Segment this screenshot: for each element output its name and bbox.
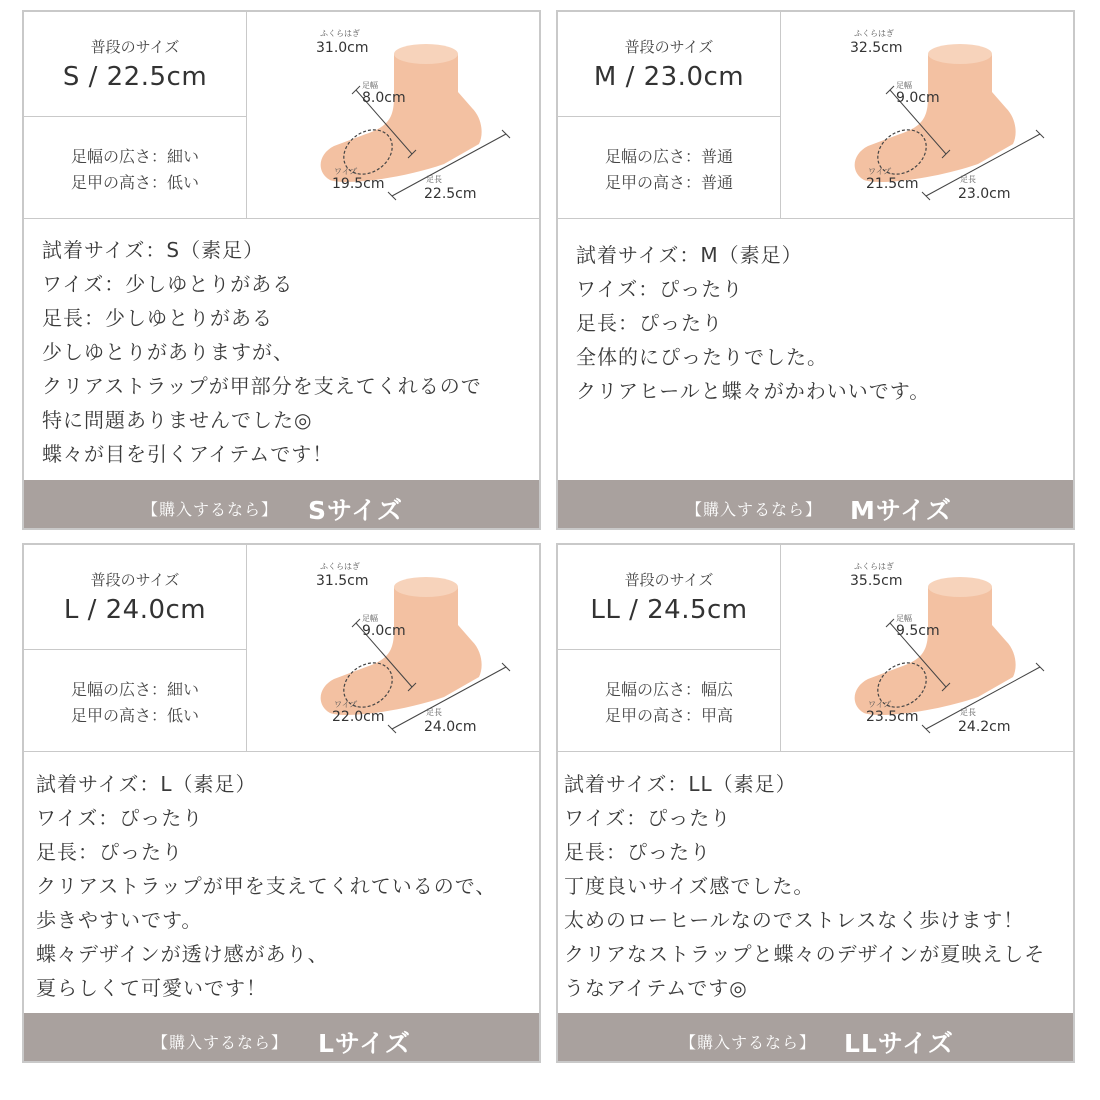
width-measure: 22.0cm bbox=[332, 709, 385, 725]
usual-size-label: 普段のサイズ bbox=[624, 571, 714, 589]
recommend-size: Lサイズ bbox=[318, 1029, 411, 1058]
instep-height-trait: 足甲の高さ：低い bbox=[70, 173, 199, 192]
foot-width-trait: 足幅の広さ：細い bbox=[70, 147, 199, 166]
usual-size-label: 普段のサイズ bbox=[90, 38, 180, 56]
calf-measure: 32.5cm bbox=[850, 40, 903, 56]
review-line: ワイズ：ぴったり bbox=[564, 806, 732, 830]
review-line: ワイズ：少しゆとりがある bbox=[42, 272, 294, 296]
usual-size-value: M / 23.0cm bbox=[593, 62, 745, 92]
foot-traits-box bbox=[558, 650, 781, 751]
recommend-bar bbox=[558, 480, 1073, 528]
size-card-l bbox=[22, 543, 541, 1063]
recommend-prefix: 【購入するなら】 bbox=[152, 1033, 289, 1052]
review-line: 足長：少しゆとりがある bbox=[42, 306, 273, 330]
review-line: クリアストラップが甲部分を支えてくれるので bbox=[42, 374, 482, 398]
usual-size-label: 普段のサイズ bbox=[90, 571, 180, 589]
usual-size-box bbox=[24, 12, 247, 117]
review-body bbox=[558, 752, 1073, 1016]
foot-traits-box bbox=[24, 650, 247, 751]
foot-diagram-icon bbox=[828, 26, 1068, 212]
foot-width-trait: 足幅の広さ：細い bbox=[70, 680, 199, 699]
ball-label: 足幅 bbox=[896, 614, 912, 623]
usual-size-box bbox=[558, 545, 781, 650]
review-line: 足長：ぴったり bbox=[564, 840, 711, 864]
review-line: 試着サイズ：LL（素足） bbox=[564, 772, 797, 796]
foot-width-trait: 足幅の広さ：普通 bbox=[604, 147, 733, 166]
review-line: クリアストラップが甲を支えてくれているので、 bbox=[36, 874, 497, 898]
review-line: 足長：ぴったり bbox=[36, 840, 183, 864]
review-line: 試着サイズ：L（素足） bbox=[36, 772, 257, 796]
calf-measure: 35.5cm bbox=[850, 573, 903, 589]
review-body bbox=[24, 219, 539, 483]
length-label: 足長 bbox=[426, 708, 442, 717]
usual-size-box bbox=[24, 545, 247, 650]
length-measure: 24.2cm bbox=[958, 719, 1011, 735]
card-header bbox=[24, 12, 539, 219]
review-line: 蝶々が目を引くアイテムです！ bbox=[42, 442, 334, 466]
card-header bbox=[558, 12, 1073, 219]
foot-traits-box bbox=[558, 117, 781, 218]
foot-diagram-icon bbox=[294, 559, 534, 745]
size-card-ll bbox=[556, 543, 1075, 1063]
recommend-bar bbox=[24, 1013, 539, 1061]
calf-label: ふくらはぎ bbox=[320, 29, 360, 38]
review-line: ワイズ：ぴったり bbox=[36, 806, 204, 830]
ball-label: 足幅 bbox=[362, 81, 378, 90]
calf-label: ふくらはぎ bbox=[854, 562, 894, 571]
usual-size-value: L / 24.0cm bbox=[63, 595, 207, 625]
ball-measure: 9.0cm bbox=[896, 90, 940, 106]
foot-diagram-icon bbox=[828, 559, 1068, 745]
width-label: ワイズ bbox=[868, 167, 892, 176]
foot-diagram-icon bbox=[294, 26, 534, 212]
recommend-size: LLサイズ bbox=[844, 1029, 954, 1058]
ball-measure: 9.0cm bbox=[362, 623, 406, 639]
recommend-prefix: 【購入するなら】 bbox=[142, 500, 279, 519]
review-line: ワイズ：ぴったり bbox=[576, 277, 744, 301]
length-measure: 22.5cm bbox=[424, 186, 477, 202]
instep-height-trait: 足甲の高さ：普通 bbox=[604, 173, 733, 192]
ball-measure: 8.0cm bbox=[362, 90, 406, 106]
calf-measure: 31.5cm bbox=[316, 573, 369, 589]
usual-size-value: LL / 24.5cm bbox=[590, 595, 748, 625]
instep-height-trait: 足甲の高さ：低い bbox=[70, 706, 199, 725]
calf-label: ふくらはぎ bbox=[320, 562, 360, 571]
review-line: 特に問題ありませんでした◎ bbox=[42, 408, 313, 432]
recommend-bar bbox=[558, 1013, 1073, 1061]
width-label: ワイズ bbox=[334, 167, 358, 176]
usual-size-label: 普段のサイズ bbox=[624, 38, 714, 56]
ball-label: 足幅 bbox=[362, 614, 378, 623]
review-line: 夏らしくて可愛いです！ bbox=[36, 976, 267, 1000]
recommend-size: Mサイズ bbox=[850, 496, 952, 525]
usual-size-value: S / 22.5cm bbox=[62, 62, 208, 92]
recommend-prefix: 【購入するなら】 bbox=[680, 1033, 817, 1052]
review-line: 足長：ぴったり bbox=[576, 311, 723, 335]
review-line: クリアなストラップと蝶々のデザインが夏映えしそ bbox=[564, 942, 1046, 966]
usual-size-box bbox=[558, 12, 781, 117]
review-line: 試着サイズ：M（素足） bbox=[576, 243, 803, 267]
width-measure: 21.5cm bbox=[866, 176, 919, 192]
width-label: ワイズ bbox=[868, 700, 892, 709]
review-line: 少しゆとりがありますが、 bbox=[42, 340, 294, 364]
review-line: 丁度良いサイズ感でした。 bbox=[564, 874, 815, 898]
review-body bbox=[24, 752, 539, 1016]
size-card-m bbox=[556, 10, 1075, 530]
recommend-prefix: 【購入するなら】 bbox=[686, 500, 823, 519]
length-measure: 24.0cm bbox=[424, 719, 477, 735]
review-line: クリアヒールと蝶々がかわいいです。 bbox=[576, 379, 931, 403]
card-header bbox=[558, 545, 1073, 752]
calf-label: ふくらはぎ bbox=[854, 29, 894, 38]
size-card-s bbox=[22, 10, 541, 530]
foot-traits-box bbox=[24, 117, 247, 218]
ball-label: 足幅 bbox=[896, 81, 912, 90]
review-line: うなアイテムです◎ bbox=[564, 976, 748, 1000]
recommend-bar bbox=[24, 480, 539, 528]
review-line: 歩きやすいです。 bbox=[36, 908, 203, 932]
review-line: 全体的にぴったりでした。 bbox=[576, 345, 828, 369]
instep-height-trait: 足甲の高さ：甲高 bbox=[604, 706, 733, 725]
width-label: ワイズ bbox=[334, 700, 358, 709]
review-line: 試着サイズ：S（素足） bbox=[42, 238, 265, 262]
foot-width-trait: 足幅の広さ：幅広 bbox=[604, 680, 733, 699]
calf-measure: 31.0cm bbox=[316, 40, 369, 56]
length-label: 足長 bbox=[960, 708, 976, 717]
length-label: 足長 bbox=[426, 175, 442, 184]
recommend-size: Sサイズ bbox=[308, 496, 404, 525]
length-measure: 23.0cm bbox=[958, 186, 1011, 202]
review-line: 蝶々デザインが透け感があり、 bbox=[36, 942, 329, 966]
width-measure: 19.5cm bbox=[332, 176, 385, 192]
review-line: 太めのローヒールなのでストレスなく歩けます！ bbox=[564, 908, 1025, 932]
review-body bbox=[558, 219, 1073, 483]
width-measure: 23.5cm bbox=[866, 709, 919, 725]
length-label: 足長 bbox=[960, 175, 976, 184]
card-header bbox=[24, 545, 539, 752]
ball-measure: 9.5cm bbox=[896, 623, 940, 639]
